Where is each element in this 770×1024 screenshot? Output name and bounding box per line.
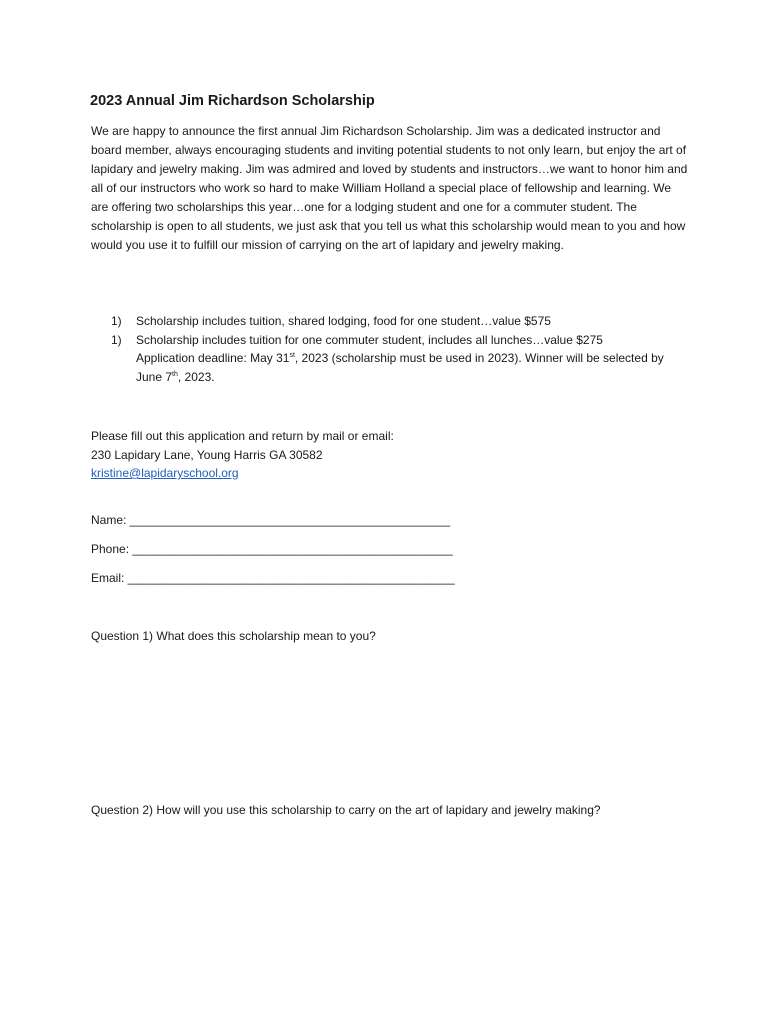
contact-instruction: Please fill out this application and return by mail or email: (91, 429, 394, 443)
scholarship-list (111, 312, 691, 386)
deadline-suffix: , 2023. (177, 369, 215, 384)
deadline-sup-st: st (289, 352, 295, 359)
intro-paragraph: We are happy to announce the first annual Jim Richardson Scholarship. Jim was a dedicated instructor and board member, always encouraging students and inviting potential students to not only learn, but enjoy the art of lapidary and jewelry making. Jim was admired and loved by students and instructors…we want to honor him and all of our instructors who work so hard to make William Holland a special place of fellowship and learning. We are offering two scholarships this year…one for a lodging student and one for a commuter student. The scholarship is open to all students, we just ask that you tell us what this scholarship would mean to you and how would you use it to fulfill our mission of carrying on the art of lapidary and jewelry making. (91, 124, 688, 252)
deadline-sup-th: th (172, 370, 178, 378)
list-text: Scholarship includes tuition, shared lodging, food for one student…value $575 (136, 314, 551, 328)
question-2: Question 2) How will you use this scholarship to carry on the art of lapidary and jewelry making? (91, 803, 601, 817)
contact-block (91, 427, 394, 483)
document-title: 2023 Annual Jim Richardson Scholarship (90, 93, 375, 109)
mailing-address: 230 Lapidary Lane, Young Harris GA 30582 (91, 447, 323, 462)
deadline-prefix: Application deadline: May 31 (136, 351, 290, 365)
email-field[interactable]: Email: _________________________________________________ (91, 571, 455, 585)
deadline-middle: , 2023 (scholarship must be used in 2023). Winner will be selected by June 7 (136, 351, 664, 384)
list-number: 1) (111, 314, 122, 328)
email-link[interactable]: kristine@lapidaryschool.org (91, 466, 239, 480)
deadline-text (111, 349, 691, 386)
name-field[interactable]: Name: ________________________________________________ (91, 513, 451, 527)
list-item (111, 312, 691, 331)
list-item (111, 331, 691, 350)
list-number: 1) (111, 332, 122, 347)
list-text: Scholarship includes tuition for one commuter student, includes all lunches…value $275 (136, 332, 603, 347)
phone-field[interactable]: Phone: ________________________________________________ (91, 542, 453, 556)
question-1: Question 1) What does this scholarship mean to you? (91, 629, 376, 643)
